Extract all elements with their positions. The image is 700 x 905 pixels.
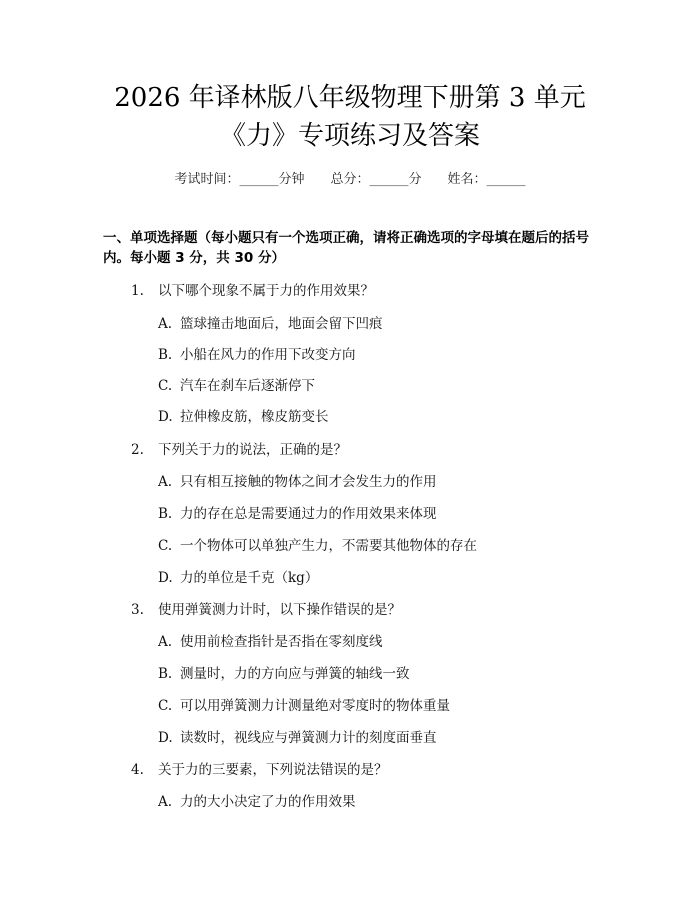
option-letter: B. — [158, 666, 173, 682]
option-letter: A. — [158, 316, 173, 332]
question-1-option-c — [158, 377, 315, 395]
question-2 — [131, 441, 347, 459]
question-1-option-a — [158, 315, 383, 333]
name-blank: ______ — [486, 172, 526, 187]
option-text: 读数时，视线应与弹簧测力计的刻度面垂直 — [180, 730, 437, 746]
question-3-option-c — [158, 697, 450, 715]
question-1 — [131, 282, 374, 300]
option-text: 力的单位是千克（kg） — [180, 570, 319, 586]
time-label: 考试时间： — [174, 172, 240, 187]
option-letter: A. — [158, 634, 173, 650]
option-letter: C. — [158, 538, 173, 554]
option-text: 力的大小决定了力的作用效果 — [180, 794, 356, 810]
option-letter: B. — [158, 347, 173, 363]
score-blank: ______ — [369, 172, 409, 187]
question-4-option-a — [158, 793, 356, 811]
option-letter: A. — [158, 794, 173, 810]
question-text: 以下哪个现象不属于力的作用效果？ — [158, 283, 374, 299]
option-text: 可以用弹簧测力计测量绝对零度时的物体重量 — [180, 698, 450, 714]
time-blank: ______ — [239, 172, 279, 187]
option-text: 一个物体可以单独产生力，不需要其他物体的存在 — [180, 538, 477, 554]
question-text: 关于力的三要素，下列说法错误的是？ — [158, 762, 388, 778]
question-1-option-d — [158, 408, 329, 426]
option-text: 拉伸橡皮筋，橡皮筋变长 — [180, 409, 329, 425]
question-text: 使用弹簧测力计时，以下操作错误的是？ — [158, 602, 401, 618]
option-letter: D. — [158, 730, 173, 746]
option-letter: B. — [158, 506, 173, 522]
question-2-option-a — [158, 473, 437, 491]
option-text: 篮球撞击地面后，地面会留下凹痕 — [180, 316, 383, 332]
score-unit: 分 — [408, 172, 422, 187]
question-number: 4. — [131, 762, 144, 778]
document-title-line-1: 2026 年译林版八年级物理下册第 3 单元 — [114, 83, 586, 113]
question-3-option-a — [158, 633, 383, 651]
time-unit: 分钟 — [278, 172, 305, 187]
option-text: 只有相互接触的物体之间才会发生力的作用 — [180, 474, 437, 490]
question-2-option-c — [158, 537, 477, 555]
option-text: 力的存在总是需要通过力的作用效果来体现 — [180, 506, 437, 522]
question-2-option-b — [158, 505, 437, 523]
question-2-option-d — [158, 569, 318, 587]
question-text: 下列关于力的说法，正确的是？ — [158, 442, 347, 458]
option-letter: A. — [158, 474, 173, 490]
option-letter: C. — [158, 698, 173, 714]
score-label: 总分： — [330, 172, 370, 187]
question-1-option-b — [158, 346, 356, 364]
option-text: 测量时，力的方向应与弹簧的轴线一致 — [180, 666, 410, 682]
option-letter: D. — [158, 409, 173, 425]
question-3-option-d — [158, 729, 437, 747]
question-number: 2. — [131, 442, 144, 458]
exam-info-line — [0, 168, 700, 187]
option-letter: C. — [158, 378, 173, 394]
question-3-option-b — [158, 665, 410, 683]
document-title-line-2: 《力》专项练习及答案 — [219, 121, 480, 151]
question-3 — [131, 601, 401, 619]
option-text: 小船在风力的作用下改变方向 — [180, 347, 356, 363]
name-label: 姓名： — [447, 172, 487, 187]
question-4 — [131, 761, 388, 779]
option-text: 汽车在刹车后逐渐停下 — [180, 378, 315, 394]
section-heading-single-choice: 一、单项选择题（每小题只有一个选项正确，请将正确选项的字母填在题后的括号内。每小题 3 分，共 30 分） — [103, 230, 589, 266]
question-number: 3. — [131, 602, 144, 618]
question-number: 1. — [131, 283, 144, 299]
option-letter: D. — [158, 570, 173, 586]
option-text: 使用前检查指针是否指在零刻度线 — [180, 634, 383, 650]
